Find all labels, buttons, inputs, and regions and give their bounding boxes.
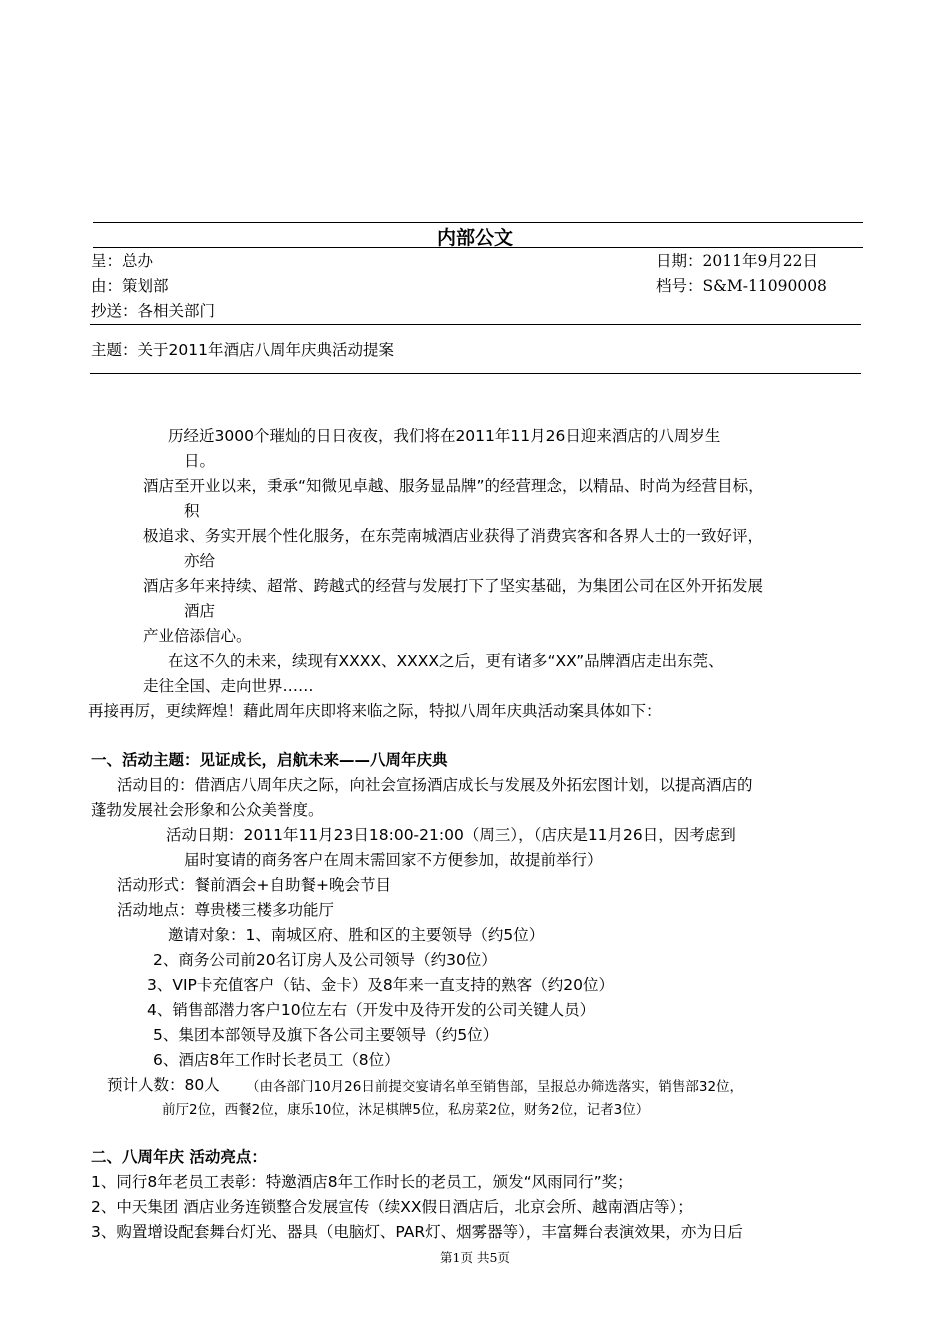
page-footer: 第1页 共5页: [440, 1250, 510, 1265]
subject-top-rule: [90, 324, 861, 325]
intro-line-2b: 积: [184, 502, 200, 520]
cc-line: 抄送：各相关部门: [91, 302, 216, 320]
section2-heading: 二、八周年庆 活动亮点：: [91, 1148, 267, 1166]
purpose-line-1: 活动目的：借酒店八周年庆之际，向社会宣扬酒店成长与发展及外拓宏图计划，以提高酒店的: [117, 776, 753, 794]
intro-line-8: 再接再厉，更续辉煌！藉此周年庆即将来临之际，特拟八周年庆典活动案具体如下：: [88, 702, 662, 720]
intro-line-5: 产业倍添信心。: [143, 627, 252, 645]
intro-line-1b: 日。: [184, 452, 216, 470]
headcount-note-1: （由各部门10月26日前提交宴请名单至销售部，呈报总办筛选落实，销售部32位，: [246, 1079, 744, 1095]
doc-date: 日期：2011年9月22日: [656, 252, 819, 270]
event-date-line-1: 活动日期：2011年11月23日18:00-21:00（周三），（店庆是11月26日，因考虑到: [166, 826, 736, 844]
event-form: 活动形式：餐前酒会+自助餐+晚会节目: [117, 876, 391, 894]
subject-line: 主题：关于2011年酒店八周年庆典活动提案: [91, 341, 394, 359]
highlight-item: 2、中天集团 酒店业务连锁整合发展宣传（续XX假日酒店后，北京会所、越南酒店等）；: [91, 1198, 693, 1216]
recipient: 呈：总办: [91, 252, 154, 270]
intro-line-3b: 亦给: [184, 552, 216, 570]
invitee-item: 3、VIP卡充值客户（钻、金卡）及8年来一直支持的熟客（约20位）: [147, 976, 614, 994]
event-venue: 活动地点：尊贵楼三楼多功能厅: [117, 901, 335, 919]
invitee-item: 2、商务公司前20名订房人及公司领导（约30位）: [153, 951, 497, 969]
highlight-item: 1、同行8年老员工表彰：特邀酒店8年工作时长的老员工，颁发“风雨同行”奖；: [91, 1173, 633, 1191]
intro-line-2: 酒店至开业以来，秉承“知微见卓越、服务显品牌”的经营理念，以精品、时尚为经营目标，: [143, 477, 764, 495]
doc-title: 内部公文: [436, 227, 513, 249]
file-number: 档号：S&M-11090008: [656, 277, 827, 295]
highlight-item: 3、购置增设配套舞台灯光、器具（电脑灯、PAR灯、烟雾器等），丰富舞台表演效果，亦为日后: [91, 1223, 743, 1241]
intro-line-4b: 酒店: [184, 602, 216, 620]
purpose-line-2: 蓬勃发展社会形象和公众美誉度。: [91, 801, 324, 819]
header-title-rule: [93, 247, 863, 248]
intro-line-4: 酒店多年来持续、超常、跨越式的经营与发展打下了坚实基础，为集团公司在区外开拓发展: [143, 577, 764, 595]
invitee-item: 6、酒店8年工作时长老员工（8位）: [153, 1051, 400, 1069]
intro-line-6: 在这不久的未来，续现有XXXX、XXXX之后，更有诸多“XX”品牌酒店走出东莞、: [168, 652, 724, 670]
invitee-item: 邀请对象：1、南城区府、胜和区的主要领导（约5位）: [168, 926, 545, 944]
subject-bottom-rule: [90, 373, 861, 374]
intro-line-3: 极追求、务实开展个性化服务，在东莞南城酒店业获得了消费宾客和各界人士的一致好评，: [143, 527, 764, 545]
event-date-line-2: 届时宴请的商务客户在周末需回家不方便参加，故提前举行）: [184, 851, 603, 869]
headcount-label: 预计人数：80人: [107, 1076, 220, 1094]
intro-line-7: 走往全国、走向世界……: [143, 677, 314, 695]
invitee-item: 4、销售部潜力客户10位左右（开发中及待开发的公司关键人员）: [147, 1001, 596, 1019]
sender: 由：策划部: [91, 277, 169, 295]
intro-line-1: 历经近3000个璀灿的日日夜夜，我们将在2011年11月26日迎来酒店的八周岁生: [168, 427, 721, 445]
section1-heading: 一、活动主题：见证成长，启航未来——八周年庆典: [91, 751, 448, 769]
invitee-item: 5、集团本部领导及旗下各公司主要领导（约5位）: [153, 1026, 499, 1044]
headcount-note-2: 前厅2位，西餐2位，康乐10位，沐足棋牌5位，私房菜2位，财务2位，记者3位）: [162, 1102, 650, 1118]
